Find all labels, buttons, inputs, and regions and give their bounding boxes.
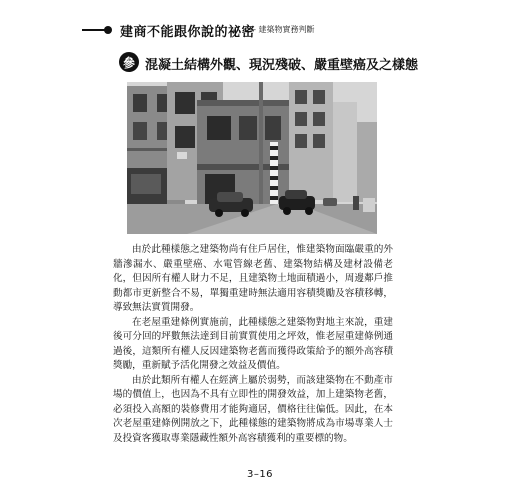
paragraph: 在老屋重建條例實施前，此種樣態之建築物對地主來說，重建後可分回的坪數無法達到目前實質使用之坪效，惟老屋重建條例通過後，這類所有權人反因建築物老舊而獲得政策給予的額外高容積獎勵，重新賦予活化開發之效益及價值。 [113, 316, 393, 371]
book-title: 建商不能跟你說的祕密 [120, 25, 256, 40]
paragraph: 由於此種樣態之建築物尚有住戶居住，惟建築物面臨嚴重的外牆滲漏水、嚴重壁癌、水電管線老舊、建築物結構及建材設備老化，但因所有權人財力不足，且建築物土地面積過小，周邊鄰戶推動都市更新整合不易，單獨重建時無法適用容積獎勵及容積移轉，導致無法實質開發。 [113, 244, 393, 313]
paragraph: 由於此類所有權人在經濟上屬於弱勢，而該建築物在不動產市場的價值上，也因為不具有立即性的開發效益，加上建築物老舊，必須投入高額的裝修費用才能夠適居，價格往往偏低。因此，在本次老屋重建條例開放之下，此種樣態的建築物將成為市場專業人士及投資客獲取專業隱藏性額外高容積獲利的重要標的物。 [113, 374, 393, 444]
body-text [113, 243, 393, 446]
section-title: 混凝土結構外觀、現況殘破、嚴重壁癌及之樣態 [145, 58, 419, 73]
street-photo-icon [127, 82, 377, 234]
section-number-badge: 參 [119, 52, 139, 72]
header-bullet-icon [104, 26, 112, 34]
street-photo [127, 82, 377, 234]
running-header [0, 8, 520, 40]
page-number: 3–16 [246, 469, 274, 480]
chapter-subtitle: — 建築物實務判斷 [248, 25, 315, 34]
